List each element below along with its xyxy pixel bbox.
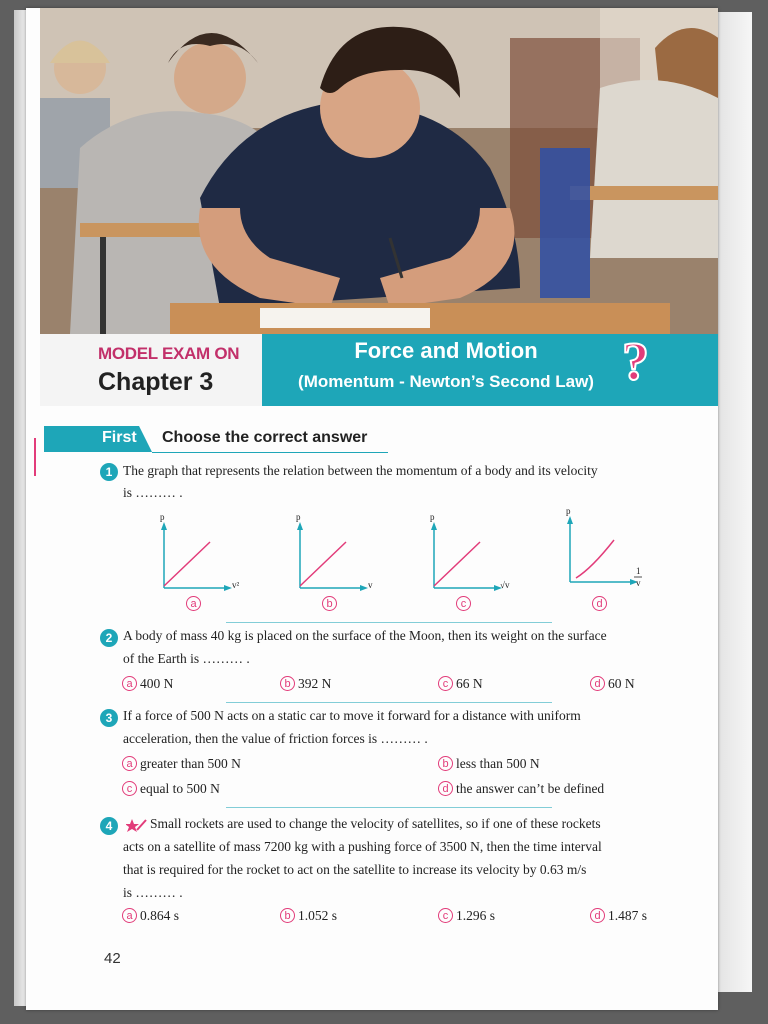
graph-b-letter: b — [322, 596, 340, 612]
question-4-option-d[interactable]: d 1.487 s — [590, 908, 647, 924]
question-mark-icon: ? — [622, 331, 649, 391]
book-binding-edge — [14, 10, 26, 1006]
question-1-line-2: is ……… . — [123, 485, 183, 500]
question-2-line-1: A body of mass 40 kg is placed on the surface of the Moon, then its weight on the surface — [123, 628, 607, 643]
page-number: 42 — [104, 950, 121, 967]
graph-b-y-label: p — [296, 512, 301, 522]
page-title: Force and Motion — [354, 338, 538, 363]
classroom-photo — [40, 8, 718, 334]
question-2-option-c[interactable]: c 66 N — [438, 676, 483, 692]
rocket-icon — [126, 817, 148, 835]
margin-marker — [34, 438, 36, 476]
graph-option-a[interactable] — [146, 508, 246, 598]
question-4-option-c[interactable]: c 1.296 s — [438, 908, 495, 924]
page-subtitle: (Momentum - Newton’s Second Law) — [298, 372, 594, 391]
question-3-option-c[interactable]: c equal to 500 N — [122, 781, 220, 797]
question-3-line-2: acceleration, then the value of friction forces is ……… . — [123, 731, 428, 746]
graph-c-letter: c — [456, 596, 474, 612]
question-4-line-1: Small rockets are used to change the velocity of satellites, so if one of these rockets — [150, 816, 601, 831]
question-2-option-d[interactable]: d 60 N — [590, 676, 635, 692]
question-4-option-a[interactable]: a 0.864 s — [122, 908, 179, 924]
section-tab-label: First — [102, 429, 137, 446]
question-3-option-d[interactable]: d the answer can’t be defined — [438, 781, 604, 797]
question-4-line-2: acts on a satellite of mass 7200 kg with a pushing force of 3500 N, then the time interval — [123, 839, 602, 854]
question-2-option-b[interactable]: b 392 N — [280, 676, 331, 692]
textbook-page — [26, 8, 718, 1010]
question-4-line-3: that is required for the rocket to act on the satellite to increase its velocity by 0.63 m/s — [123, 862, 587, 877]
graph-c-y-label: p — [430, 512, 435, 522]
section-underline — [152, 452, 388, 453]
question-4-option-b[interactable]: b 1.052 s — [280, 908, 337, 924]
question-number-1: 1 — [100, 463, 118, 481]
graph-c-x-label: √v — [500, 580, 510, 590]
chapter-label: Chapter 3 — [98, 368, 214, 396]
question-2-line-2: of the Earth is ……… . — [123, 651, 250, 666]
graph-d-x-label-num: 1 — [636, 566, 641, 576]
question-number-4: 4 — [100, 817, 118, 835]
graph-option-b[interactable] — [282, 508, 382, 598]
book-page-stack — [718, 12, 752, 992]
graph-a-x-label: v² — [232, 580, 240, 590]
question-divider — [226, 702, 552, 703]
model-exam-label: MODEL EXAM ON — [98, 344, 240, 363]
graph-option-d[interactable] — [552, 502, 652, 592]
graph-option-c[interactable] — [416, 508, 516, 598]
question-number-2: 2 — [100, 629, 118, 647]
section-title: Choose the correct answer — [162, 429, 368, 446]
graph-d-letter: d — [592, 596, 610, 612]
question-4-line-4: is ……… . — [123, 885, 183, 900]
graph-a-letter: a — [186, 596, 204, 612]
question-divider — [226, 807, 552, 808]
question-3-option-a[interactable]: a greater than 500 N — [122, 756, 241, 772]
question-3-option-b[interactable]: b less than 500 N — [438, 756, 540, 772]
question-2-option-a[interactable]: a 400 N — [122, 676, 173, 692]
graph-d-x-label-den: v — [636, 578, 641, 588]
question-number-3: 3 — [100, 709, 118, 727]
graph-d-y-label: p — [566, 506, 571, 516]
graph-b-x-label: v — [368, 580, 373, 590]
question-divider — [226, 622, 552, 623]
question-1-line-1: The graph that represents the relation between the momentum of a body and its velocity — [123, 463, 598, 478]
question-3-line-1: If a force of 500 N acts on a static car to move it forward for a distance with uniform — [123, 708, 581, 723]
graph-a-y-label: p — [160, 512, 165, 522]
